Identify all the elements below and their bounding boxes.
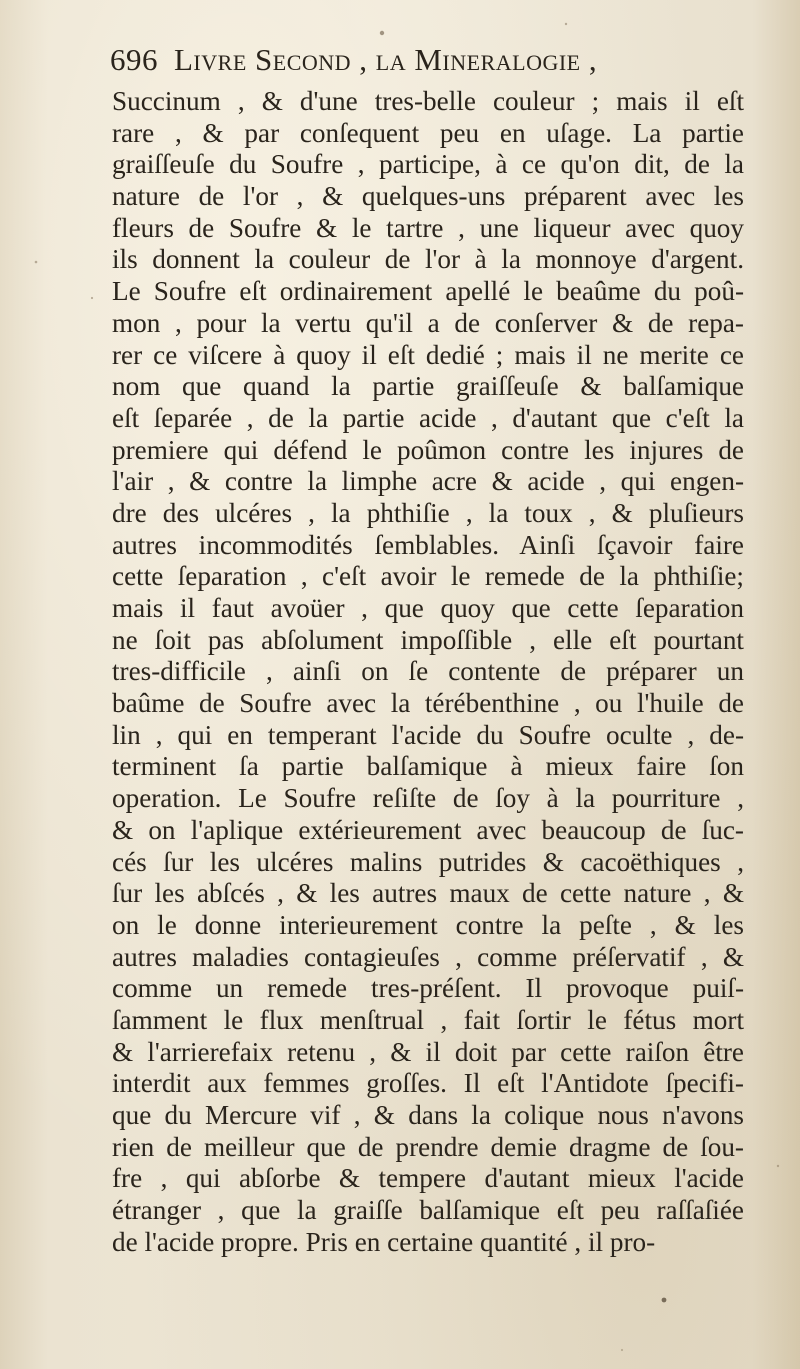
text-line: nature de l'or , & quelques-uns préparent avec les (112, 181, 744, 212)
text-line: cette ſeparation , c'eſt avoir le remede de la phthiſie; (112, 561, 744, 592)
text-line: dre des ulcéres , la phthiſie , la toux , & pluſieurs (112, 497, 744, 528)
text-line: fleurs de Soufre & le tartre , une liqueur avec quoy (112, 212, 744, 243)
page-number: 696 (110, 42, 158, 77)
text-line: ne ſoit pas abſolument impoſſible , elle eſt pourtant (112, 624, 744, 655)
text-line: mon , pour la vertu qu'il a de conſerver & de repa- (112, 307, 744, 338)
text-line: autres maladies contagieuſes , comme préſervatif , & (112, 941, 744, 972)
text-line: baûme de Soufre avec la térébenthine , ou l'huile de (112, 688, 744, 719)
text-line: graiſſeuſe du Soufre , participe, à ce qu'on dit, de la (112, 149, 744, 180)
speck (91, 297, 93, 299)
text-line: comme un remede tres-préſent. Il provoque puiſ- (112, 973, 744, 1004)
text-line: tres-difficile , ainſi on ſe contente de préparer un (112, 656, 744, 687)
text-line: rien de meilleur que de prendre demie dragme de ſou- (112, 1131, 744, 1162)
text-line: interdit aux femmes groſſes. Il eſt l'Antidote ſpecifi- (112, 1068, 744, 1099)
text-line: eſt ſeparée , de la partie acide , d'autant que c'eſt la (112, 402, 744, 433)
text-line: autres incommodités ſemblables. Ainſi ſçavoir faire (112, 529, 744, 560)
speck (777, 1165, 779, 1167)
text-line: & on l'aplique extérieurement avec beaucoup de ſuc- (112, 814, 744, 845)
text-line: ſamment le flux menſtrual , fait ſortir le fétus mort (112, 1004, 744, 1035)
speck (662, 1298, 667, 1303)
text-line: & l'arrierefaix retenu , & il doit par cette raiſon être (112, 1036, 744, 1067)
speck (621, 1349, 623, 1351)
text-line: cés ſur les ulcéres malins putrides & cacoëthiques , (112, 846, 744, 877)
text-line: Succinum , & d'une tres-belle couleur ; mais il eſt (112, 86, 744, 116)
text-line: rer ce viſcere à quoy il eſt dedié ; mais il ne merite ce (112, 339, 744, 370)
text-line: que du Mercure vif , & dans la colique nous n'avons (112, 1100, 744, 1130)
text-line: de l'acide propre. Pris en certaine quantité , il pro- (112, 1226, 656, 1257)
body-text (112, 86, 744, 1258)
speck (380, 31, 384, 35)
text-line: lin , qui en temperant l'acide du Soufre oculte , de- (112, 719, 744, 750)
speck (565, 23, 567, 25)
text-line: nom que quand la partie graiſſeuſe & balſamique (112, 371, 744, 402)
text-line: Le Soufre eſt ordinairement apellé le beaûme du poû- (112, 276, 744, 307)
text-line: étranger , que la graiſſe balſamique eſt peu raſſaſiée (112, 1195, 744, 1226)
text-line: premiere qui défend le poûmon contre les injures de (112, 434, 744, 465)
running-head: Livre Second , la Mineralogie , (174, 42, 598, 77)
text-line: ils donnent la couleur de l'or à la monnoye d'argent. (112, 244, 744, 275)
text-line: mais il faut avoüer , que quoy que cette ſeparation (112, 593, 744, 623)
text-line: ſur les abſcés , & les autres maux de cette nature , & (112, 878, 744, 909)
text-line: l'air , & contre la limphe acre & acide , qui engen- (112, 466, 744, 497)
text-line: operation. Le Soufre reſiſte de ſoy à la pourriture , (112, 783, 744, 814)
text-line: fre , qui abſorbe & tempere d'autant mieux l'acide (112, 1163, 744, 1194)
text-line: rare , & par conſequent peu en uſage. La partie (112, 117, 744, 148)
text-line: terminent ſa partie balſamique à mieux faire ſon (112, 751, 744, 782)
speck (35, 261, 38, 264)
text-line: on le donne interieurement contre la peſte , & les (112, 909, 744, 940)
